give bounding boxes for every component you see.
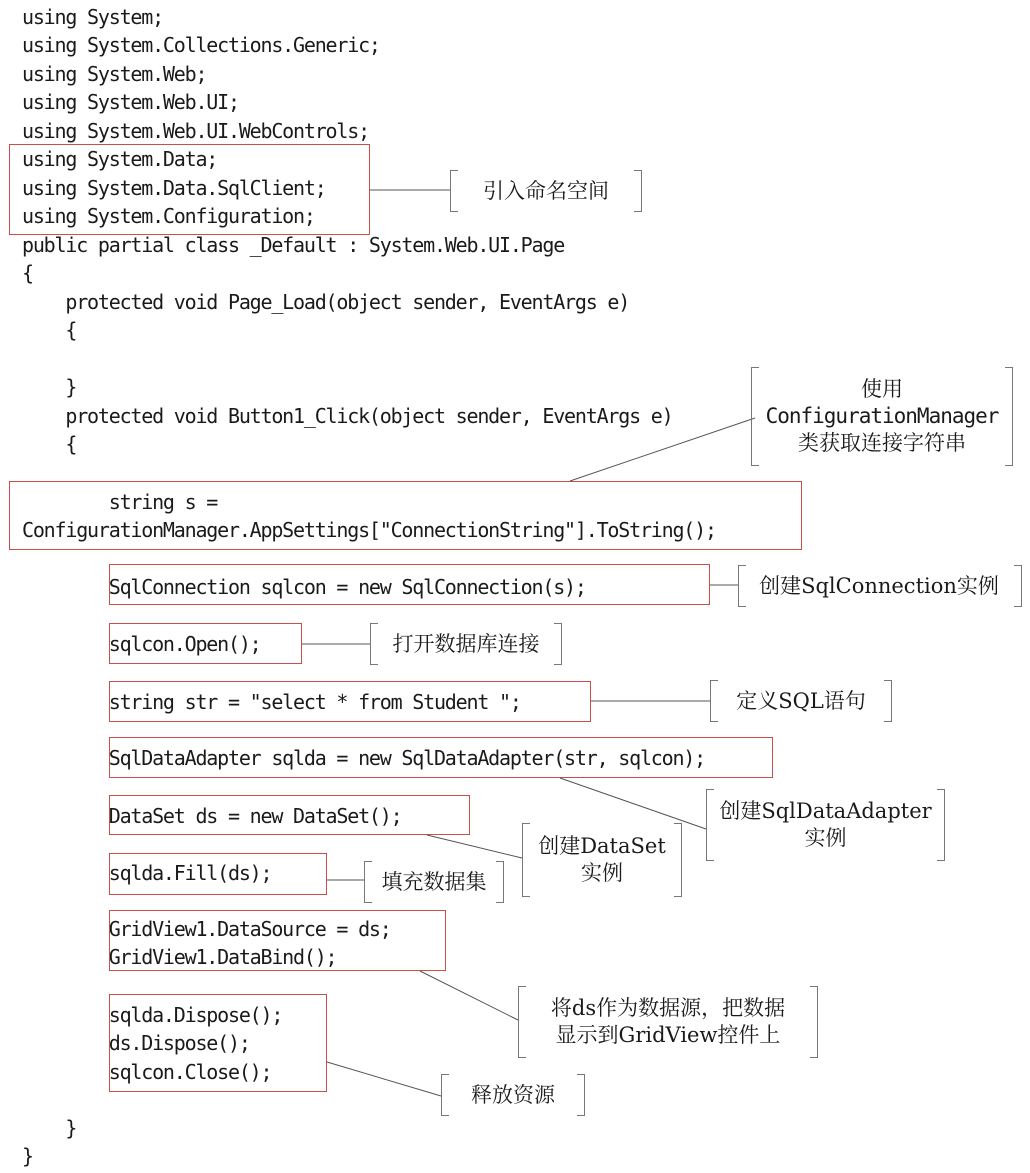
code-line: using System.Data.SqlClient; bbox=[22, 176, 326, 200]
code-line: } bbox=[22, 375, 77, 399]
code-line: ds.Dispose(); bbox=[22, 1031, 250, 1055]
code-line: } bbox=[22, 1144, 33, 1168]
code-line: } bbox=[22, 1116, 77, 1140]
connector-datasource bbox=[420, 971, 518, 1020]
code-line: sqlcon.Open(); bbox=[22, 632, 261, 656]
code-line: ConfigurationManager.AppSettings["ConnectionString"].ToString(); bbox=[22, 518, 716, 542]
code-line: using System.Web; bbox=[22, 62, 207, 86]
note-dataset-line1: 创建DataSet bbox=[538, 834, 666, 858]
code-line: { bbox=[22, 432, 77, 456]
code-line: GridView1.DataBind(); bbox=[22, 945, 337, 969]
note-namespace-text: 引入命名空间 bbox=[483, 178, 609, 203]
connector-adapter bbox=[560, 778, 706, 829]
note-sqlconnection-text: 创建SqlConnection实例 bbox=[759, 573, 999, 598]
note-dataset-line2: 实例 bbox=[581, 861, 623, 885]
code-line: string s = bbox=[22, 490, 218, 514]
code-line: using System.Collections.Generic; bbox=[22, 33, 380, 57]
code-line: using System.Web.UI.WebControls; bbox=[22, 119, 369, 143]
code-line: sqlda.Fill(ds); bbox=[22, 861, 272, 885]
connector-config bbox=[570, 418, 755, 481]
connector-release bbox=[327, 1062, 441, 1096]
note-sql-text: 定义SQL语句 bbox=[736, 688, 866, 713]
code-line: using System.Data; bbox=[22, 147, 218, 171]
code-line: GridView1.DataSource = ds; bbox=[22, 917, 391, 941]
note-release-text: 释放资源 bbox=[471, 1082, 555, 1107]
code-line: string str = "select * from Student "; bbox=[22, 690, 521, 714]
code-line: using System.Web.UI; bbox=[22, 90, 239, 114]
code-line: public partial class _Default : System.Web.UI.Page bbox=[22, 233, 565, 257]
code-line: using System.Configuration; bbox=[22, 204, 315, 228]
code-line: protected void Button1_Click(object sender, EventArgs e) bbox=[22, 404, 673, 428]
code-line: protected void Page_Load(object sender, EventArgs e) bbox=[22, 290, 630, 314]
code-line: { bbox=[22, 261, 33, 285]
code-line: { bbox=[22, 318, 77, 342]
connector-dataset bbox=[427, 835, 522, 858]
code-line: DataSet ds = new DataSet(); bbox=[22, 804, 402, 828]
code-line: SqlConnection sqlcon = new SqlConnection(s); bbox=[22, 575, 586, 599]
code-line: using System; bbox=[22, 5, 163, 29]
code-line: sqlcon.Close(); bbox=[22, 1060, 272, 1084]
note-adapter-line2: 实例 bbox=[804, 826, 847, 850]
note-config-line2: ConfigurationManager bbox=[765, 404, 999, 428]
note-fill-text: 填充数据集 bbox=[381, 869, 487, 894]
note-config-line3: 类获取连接字符串 bbox=[798, 431, 966, 455]
note-open-text: 打开数据库连接 bbox=[392, 631, 540, 656]
note-datasource-line1: 将ds作为数据源，把数据 bbox=[550, 996, 786, 1020]
code-line: sqlda.Dispose(); bbox=[22, 1003, 283, 1027]
code-line: SqlDataAdapter sqlda = new SqlDataAdapter(str, sqlcon); bbox=[22, 746, 705, 770]
note-datasource-line2: 显示到GridView控件上 bbox=[555, 1023, 781, 1047]
note-adapter-line1: 创建SqlDataAdapter bbox=[719, 799, 932, 823]
note-config-line1: 使用 bbox=[861, 377, 903, 401]
